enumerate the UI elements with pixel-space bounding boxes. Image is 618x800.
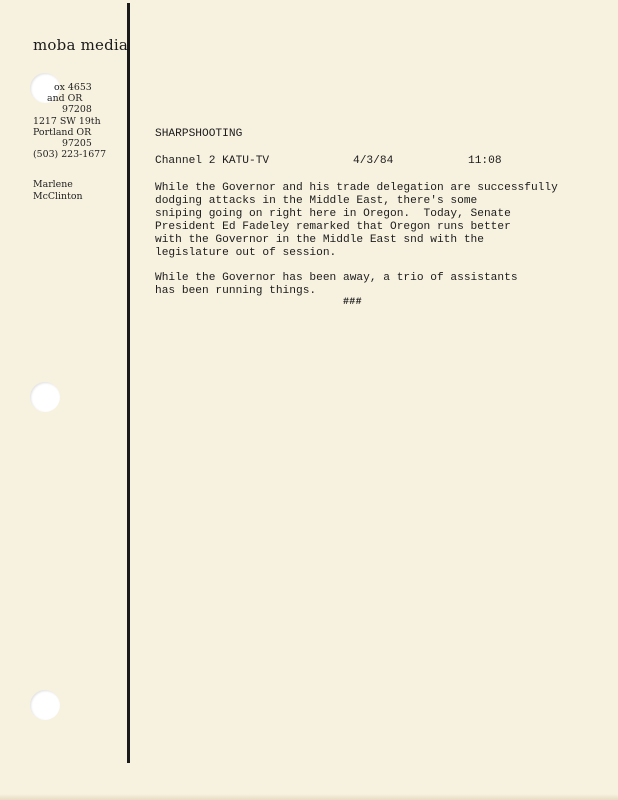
address-line-city: and OR <box>47 93 83 105</box>
paragraph-line: President Ed Fadeley remarked that Oregon runs better <box>155 220 511 233</box>
paragraph-line: with the Governor in the Middle East snd with the <box>155 233 484 246</box>
paragraph-line: dodging attacks in the Middle East, there's some <box>155 194 478 207</box>
address-line-zip: 97208 <box>62 104 92 116</box>
company-name: moba media <box>33 36 129 54</box>
address-line-zip-2: 97205 <box>62 138 92 150</box>
punch-hole-bottom <box>30 690 60 720</box>
contact-last-name: McClinton <box>33 190 83 202</box>
address-line-city-2: Portland OR <box>33 126 92 138</box>
station-name: Channel 2 KATU-TV <box>155 155 270 167</box>
address-line-po-box: ox 4653 <box>54 82 92 93</box>
end-mark: ### <box>343 297 362 308</box>
story-headline: SHARPSHOOTING <box>155 128 243 140</box>
story-body <box>155 128 600 311</box>
story-paragraph-1 <box>155 182 600 259</box>
paragraph-line: While the Governor has been away, a trio of assistants <box>155 272 518 285</box>
paragraph-line: legislature out of session. <box>155 246 337 259</box>
paragraph-line: sniping going on right here in Oregon. Today, Senate <box>155 207 511 220</box>
contact-name <box>33 179 83 202</box>
story-time: 11:08 <box>468 155 502 167</box>
vertical-margin-rule <box>127 3 130 763</box>
company-address <box>33 82 123 160</box>
story-date: 4/3/84 <box>353 155 394 167</box>
address-line-street: 1217 SW 19th <box>33 115 101 127</box>
paragraph-line: has been running things. <box>155 285 317 298</box>
punch-hole-middle <box>30 382 60 412</box>
address-line-phone: (503) 223-1677 <box>33 149 107 161</box>
story-meta <box>155 155 600 169</box>
contact-first-name: Marlene <box>33 179 73 190</box>
story-paragraph-2 <box>155 272 600 298</box>
paragraph-line: While the Governor and his trade delegation are successfully <box>155 182 558 194</box>
